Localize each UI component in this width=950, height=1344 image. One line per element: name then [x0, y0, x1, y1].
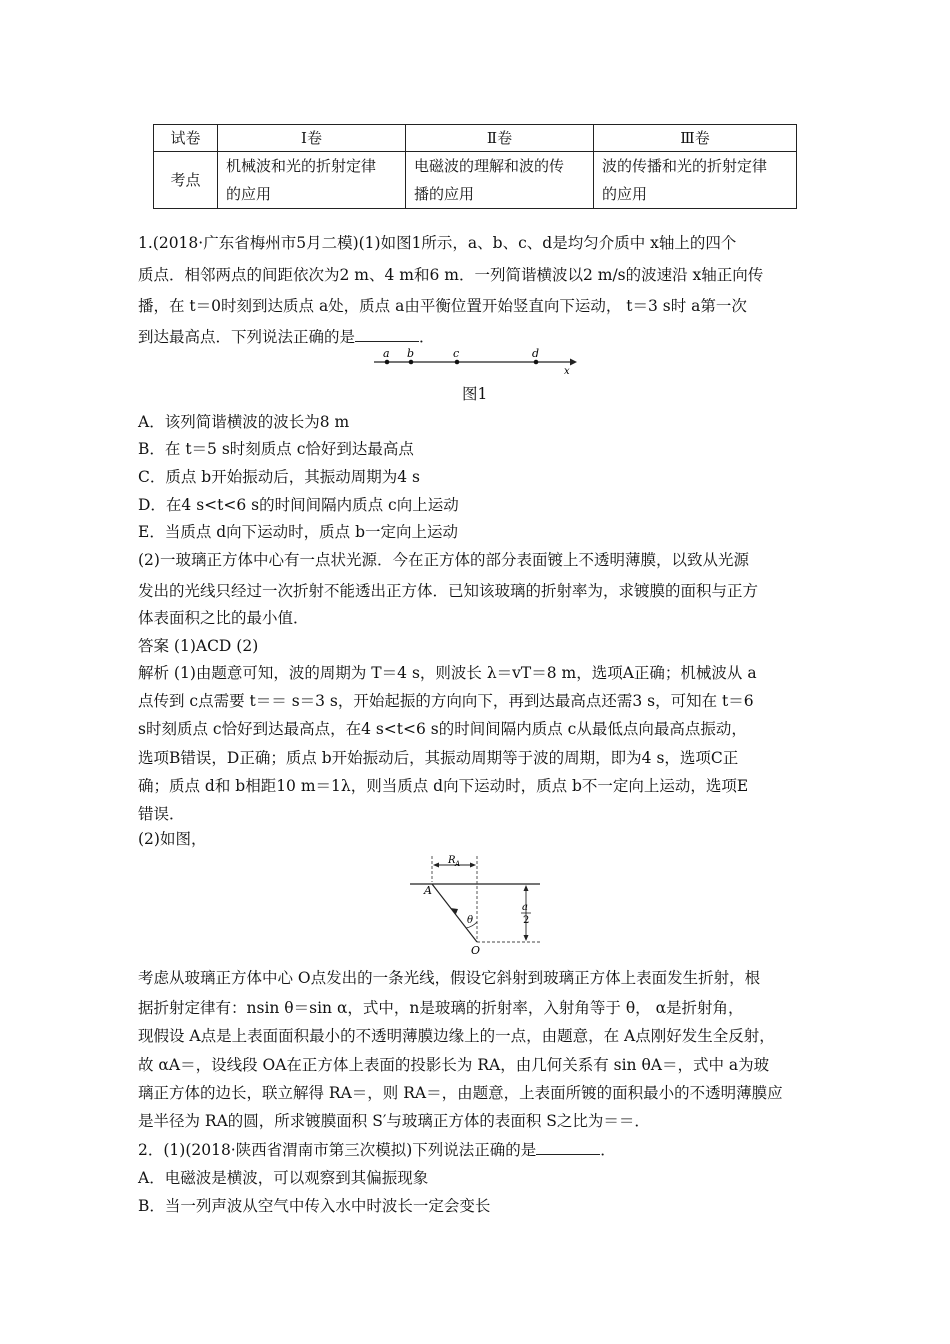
cell-line: 电磁波的理解和波的传: [414, 157, 565, 175]
label-point-a: A: [424, 884, 432, 897]
question-2-line: [138, 1139, 616, 1161]
point-label-a: a: [383, 347, 390, 360]
option-b: B．在 t＝5 s时刻质点 c恰好到达最高点: [138, 440, 414, 458]
explanation-line: 据折射定律有：nsin θ＝sin α，式中，n是玻璃的折射率，入射角等于 θ， α是折射角，: [138, 999, 744, 1017]
table-header-cell: Ⅰ卷: [218, 125, 406, 152]
analysis-line: 错误．: [138, 805, 185, 823]
option-a: A．电磁波是横波，可以观察到其偏振现象: [138, 1169, 429, 1187]
answer-blank: [536, 1140, 600, 1155]
table-cell: [218, 152, 406, 209]
axis-label-x: x: [564, 366, 570, 376]
answer-blank: [355, 327, 419, 342]
analysis-line: 解析 (1)由题意可知，波的周期为 T＝4 s，则波长 λ＝vT＝8 m，选项A正确；机械波从 a: [138, 664, 757, 682]
option-d: D．在4 s<t<6 s的时间间隔内质点 c向上运动: [138, 496, 459, 514]
label-r: R: [448, 855, 456, 866]
table-header-row: [154, 125, 797, 152]
table-header-cell: Ⅱ卷: [406, 125, 594, 152]
question-text-line: (2)一玻璃正方体中心有一点状光源．今在正方体的部分表面镀上不透明薄膜，以致从光源: [138, 551, 749, 569]
analysis-line: 选项B错误，D正确；质点 b开始振动后，其振动周期等于波的周期，即为4 s，选项C正: [138, 749, 739, 767]
cell-line: 机械波和光的折射定律: [226, 157, 377, 175]
label-theta: θ: [467, 915, 474, 926]
explanation-line: 考虑从玻璃正方体中心 O点发出的一条光线，假设它斜射到玻璃正方体上表面发生折射，根: [138, 969, 761, 987]
label-a: a: [522, 902, 528, 913]
explanation-line: 是半径为 RA的圆，所求镀膜面积 S′与玻璃正方体的表面积 S之比为＝＝．: [138, 1112, 650, 1130]
question-text: 到达最高点．下列说法正确的是: [138, 328, 356, 346]
cell-line: 播的应用: [414, 185, 475, 203]
question-text-line: 1.(2018·广东省梅州市5月二模)(1)如图1所示，a、b、c、d是均匀介质中 x轴上的四个: [138, 234, 737, 252]
option-a: A．该列简谐横波的波长为8 m: [138, 413, 350, 431]
table-row: [154, 152, 797, 209]
explanation-line: 璃正方体的边长，联立解得 RA＝，则 RA＝，由题意，上表面所镀的面积最小的不透明薄膜应: [138, 1084, 783, 1102]
analysis-line: 点传到 c点需要 t＝＝ s＝3 s，开始起振的方向向下，再到达最高点还需3 s，可知在 t＝6: [138, 692, 754, 710]
analysis-line: 确；质点 d和 b相距10 m＝1λ，则当质点 d向下运动时，质点 b不一定向上运动，选项E: [138, 777, 749, 795]
explanation-line: 故 αA＝，设线段 OA在正方体上表面的投影长为 RA，由几何关系有 sin θA＝，式中 a为玻: [138, 1056, 770, 1074]
figure-1-axis: [360, 344, 590, 376]
question-text: 2．(1)(2018·陕西省渭南市第三次模拟)下列说法正确的是: [138, 1141, 537, 1159]
question-text-end: ．: [600, 1141, 616, 1159]
option-e: E．当质点 d向下运动时，质点 b一定向上运动: [138, 523, 459, 541]
label-2: 2: [523, 915, 530, 926]
label-r-subscript: A: [455, 860, 461, 868]
table-row-label: 考点: [154, 152, 218, 209]
table-header-cell: Ⅲ卷: [594, 125, 797, 152]
analysis-line: (2)如图，: [138, 830, 207, 848]
option-c: C．质点 b开始振动后，其振动周期为4 s: [138, 468, 420, 486]
point-label-d: d: [532, 347, 540, 360]
table-cell: [406, 152, 594, 209]
question-text-line: 质点．相邻两点的间距依次为2 m、4 m和6 m．一列简谐横波以2 m/s的波速沿 x轴正向传: [138, 266, 764, 284]
point-label-b: b: [407, 347, 415, 360]
question-text-end: ．: [419, 328, 435, 346]
figure-2-refraction: [400, 852, 550, 960]
question-text-line: 体表面积之比的最小值．: [138, 609, 309, 627]
question-text-line: 播，在 t＝0时刻到达质点 a处，质点 a由平衡位置开始竖直向下运动， t＝3 s时 a第一次: [138, 297, 747, 315]
label-point-o: O: [471, 944, 481, 957]
table-cell: [594, 152, 797, 209]
table-header-cell: 试卷: [154, 125, 218, 152]
point-label-c: c: [453, 347, 460, 360]
option-b: B．当一列声波从空气中传入水中时波长一定会变长: [138, 1197, 491, 1215]
question-text-line: 发出的光线只经过一次折射不能透出正方体．已知该玻璃的折射率为，求镀膜的面积与正方: [138, 582, 759, 600]
answer-line: 答案 (1)ACD (2): [138, 637, 259, 655]
cell-line: 的应用: [602, 185, 648, 203]
figure-caption: 图1: [462, 385, 488, 403]
analysis-line: s时刻质点 c恰好到达最高点，在4 s<t<6 s的时间间隔内质点 c从最低点向最高点振动，: [138, 720, 747, 738]
exam-topic-table: [153, 124, 797, 209]
explanation-line: 现假设 A点是上表面面积最小的不透明薄膜边缘上的一点，由题意，在 A点刚好发生全反射，: [138, 1027, 775, 1045]
cell-line: 波的传播和光的折射定律: [602, 157, 768, 175]
cell-line: 的应用: [226, 185, 272, 203]
